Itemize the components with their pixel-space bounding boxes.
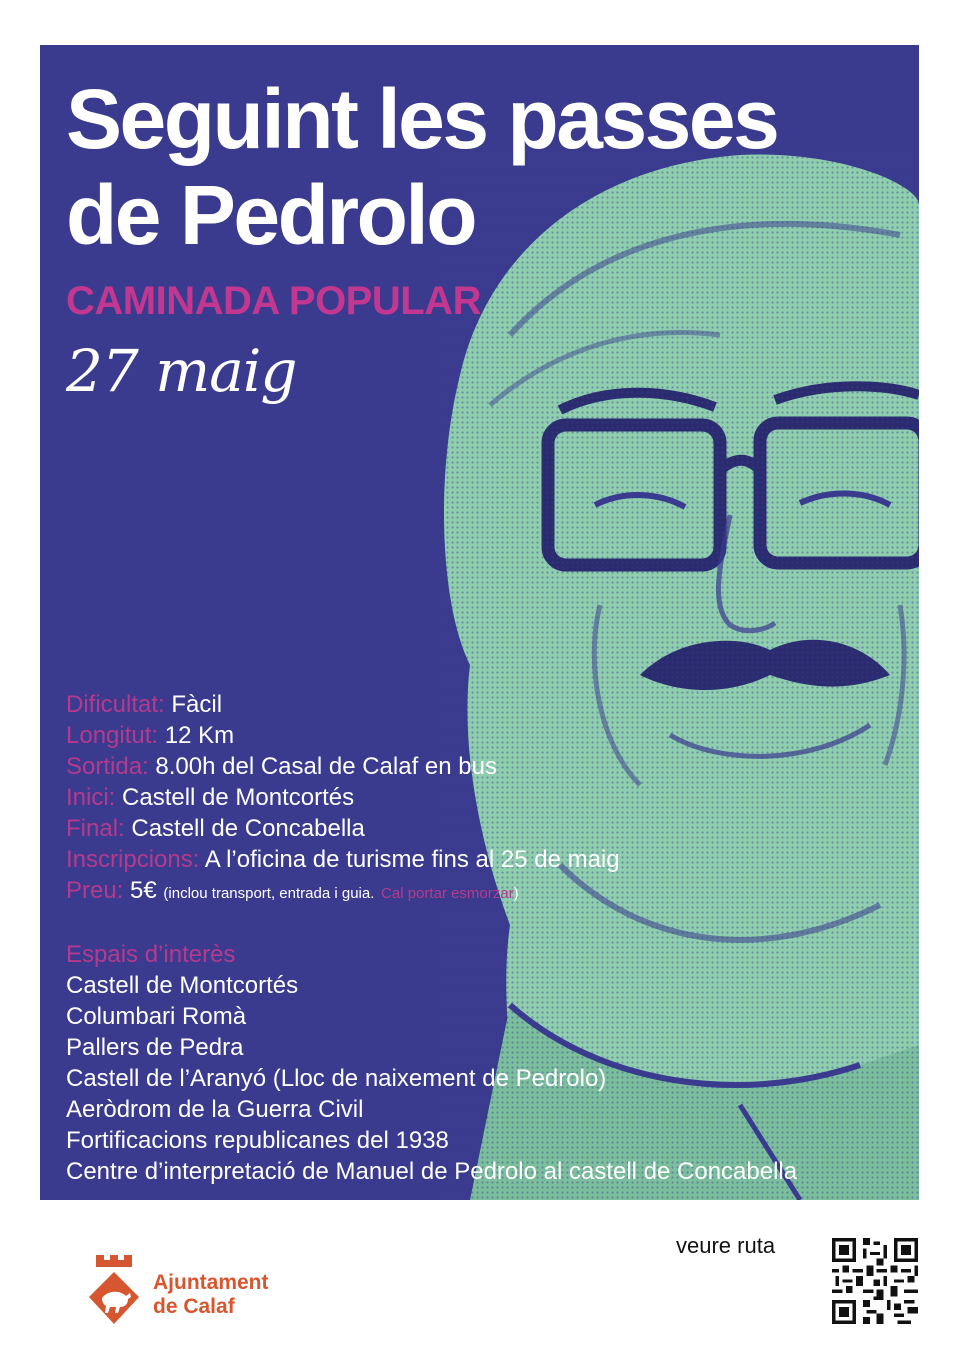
detail-value: Castell de Montcortés [122,784,355,811]
logo-text [153,1271,269,1319]
poster-background [40,45,919,1200]
detail-value: Castell de Concabella [131,815,365,842]
logo-line-1: Ajuntament [153,1271,269,1294]
detail-label: Inscripcions: [66,846,200,873]
detail-label: Inici: [66,784,116,811]
subtitle: CAMINADA POPULAR [66,279,481,323]
detail-label: Sortida: [66,753,149,780]
place-item: Castell de Montcortés [66,972,299,999]
detail-difficulty [66,689,620,720]
detail-length [66,720,620,751]
price-note-highlight: Cal portar esmorzar [381,885,514,902]
title-line-2: de Pedrolo [66,168,476,262]
detail-value: 8.00h del Casal de Calaf en bus [155,753,497,780]
price-value: 5€ [130,877,157,904]
qr-code-icon[interactable] [832,1238,918,1324]
places-of-interest [66,939,797,1187]
detail-label: Dificultat: [66,691,165,718]
place-item: Pallers de Pedra [66,1034,244,1061]
detail-value: 12 Km [164,722,235,749]
price-note-end: ) [513,885,519,902]
detail-departure [66,751,620,782]
event-details [66,689,620,909]
price-label: Preu: [66,877,124,904]
event-date: 27 maig [66,337,297,405]
detail-label: Longitut: [66,722,159,749]
places-heading: Espais d’interès [66,941,236,968]
page-title [66,71,777,263]
route-link-label[interactable]: veure ruta [676,1233,776,1258]
place-item: Castell de l’Aranyó (Lloc de naixement de Pedrolo) [66,1065,607,1092]
detail-value: A l’oficina de turisme fins al 25 de maig [204,846,620,873]
place-item: Centre d’interpretació de Manuel de Pedrolo al castell de Concabella [66,1158,798,1185]
place-item: Columbari Romà [66,1003,247,1030]
place-item: Fortificacions republicanes del 1938 [66,1127,449,1154]
detail-start [66,782,620,813]
price-note: (inclou transport, entrada i guia. [163,885,375,902]
detail-value: Fàcil [171,691,223,718]
detail-end [66,813,620,844]
title-line-1: Seguint les passes [66,72,778,166]
detail-registration [66,844,620,875]
place-item: Aeròdrom de la Guerra Civil [66,1096,364,1123]
detail-price [66,875,620,909]
detail-label: Final: [66,815,125,842]
logo-line-2: de Calaf [153,1295,235,1318]
